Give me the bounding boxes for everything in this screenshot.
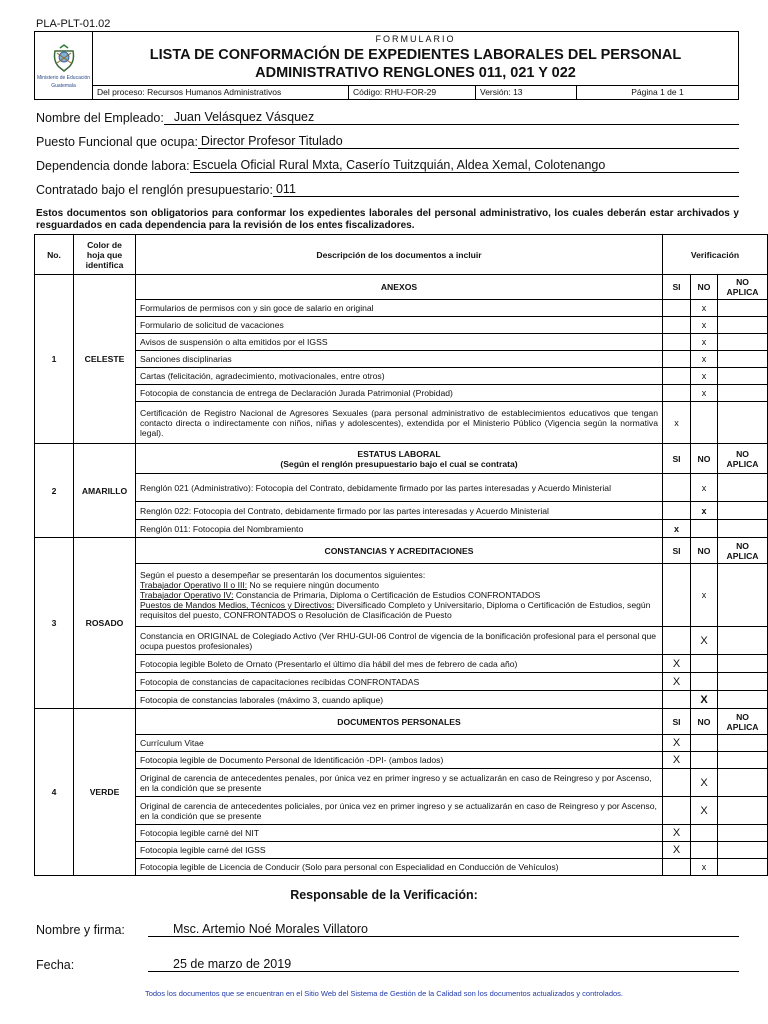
na-mark (718, 300, 768, 317)
section-number: 4 (35, 709, 74, 876)
no-header: NO (691, 444, 718, 474)
requirement-text: No se requiere ningún documento (247, 580, 380, 590)
no-mark (691, 655, 718, 673)
no-mark: X (691, 769, 718, 797)
section-header-row (35, 709, 768, 735)
si-mark: x (663, 402, 691, 444)
table-row (35, 334, 768, 351)
signature-value: Msc. Artemio Noé Morales Villatoro (148, 922, 739, 937)
document-description: Fotocopia legible de Licencia de Conducir (Solo para personal con Especialidad en Conducción de Vehículos) (136, 859, 663, 876)
form-label: FORMULARIO (375, 34, 456, 44)
document-description: Fotocopia de constancias de capacitaciones recibidas CONFRONTADAS (136, 673, 663, 691)
no-mark (691, 520, 718, 538)
table-row (35, 797, 768, 825)
col-verification: Verificación (663, 235, 768, 275)
no-mark (691, 735, 718, 752)
na-mark (718, 769, 768, 797)
na-mark (718, 825, 768, 842)
document-description: Avisos de suspensión o alta emitidos por el IGSS (136, 334, 663, 351)
si-mark (663, 627, 691, 655)
no-mark: x (691, 474, 718, 502)
no-header: NO (691, 709, 718, 735)
si-mark (663, 797, 691, 825)
dependency-label: Dependencia donde labora: (36, 159, 190, 173)
section-color: VERDE (74, 709, 136, 876)
requirements-intro: Según el puesto a desempeñar se presentarán los documentos siguientes: (140, 570, 426, 580)
employee-label: Nombre del Empleado: (36, 111, 164, 125)
na-mark (718, 474, 768, 502)
na-mark (718, 691, 768, 709)
document-description: Fotocopia de constancia de entrega de Declaración Jurada Patrimonial (Probidad) (136, 385, 663, 402)
section-subtitle: (Según el renglón presupuestario bajo el cual se contrata) (280, 458, 518, 469)
position-field (36, 134, 739, 149)
section-title (136, 444, 663, 474)
table-row (35, 769, 768, 797)
requirement-text: Constancia de Primaria, Diploma o Certificación de Estudios CONFRONTADOS (233, 590, 541, 600)
document-description: Fotocopia legible Boleto de Ornato (Presentarlo el último día hábil del mes de febrero de cada año) (136, 655, 663, 673)
document-description: Fotocopia legible de Documento Personal de Identificación -DPI- (ambos lados) (136, 752, 663, 769)
table-row (35, 402, 768, 444)
section-title: CONSTANCIAS Y ACREDITACIONES (136, 538, 663, 564)
no-mark (691, 402, 718, 444)
na-mark (718, 564, 768, 627)
footer-note: Todos los documentos que se encuentran en el Sitio Web del Sistema de Gestión de la Calidad son los documentos actualizados y controlados. (144, 989, 624, 998)
version-info: Versión: 13 (476, 86, 577, 99)
responsible-title: Responsable de la Verificación: (290, 888, 478, 902)
na-header: NO APLICA (718, 538, 768, 564)
si-header: SI (663, 275, 691, 300)
table-row (35, 627, 768, 655)
requirement-role: Trabajador Operativo II o III: (140, 580, 248, 590)
si-mark: X (663, 655, 691, 673)
header-info-bar (93, 85, 738, 99)
section-color: ROSADO (74, 538, 136, 709)
document-description: Cartas (felicitación, agradecimiento, motivacionales, entre otros) (136, 368, 663, 385)
coat-of-arms-icon (51, 43, 77, 73)
document-description: Renglón 022: Fotocopia del Contrato, debidamente firmado por las partes interesadas y Acuerdo Ministerial (136, 502, 663, 520)
si-header: SI (663, 538, 691, 564)
section-header-row (35, 444, 768, 474)
no-mark: x (691, 502, 718, 520)
requirement-line (140, 580, 658, 590)
col-color: Color de hoja que identifica (74, 235, 136, 275)
si-header: SI (663, 709, 691, 735)
document-description: Renglón 021 (Administrativo): Fotocopia del Contrato, debidamente firmado por las partes interesadas y Acuerdo Ministerial (136, 474, 663, 502)
requirement-line (140, 600, 658, 620)
document-description: Constancia en ORIGINAL de Colegiado Activo (Ver RHU-GUI-06 Control de vigencia de la bonificación profesional para el personal que ocupa puestos profesionales) (136, 627, 663, 655)
si-mark (663, 859, 691, 876)
na-mark (718, 752, 768, 769)
table-row (35, 842, 768, 859)
table-row (35, 502, 768, 520)
section-header-row (35, 538, 768, 564)
form-title (93, 46, 738, 82)
no-header: NO (691, 275, 718, 300)
section-number: 1 (35, 275, 74, 444)
table-row (35, 673, 768, 691)
si-mark (663, 502, 691, 520)
document-description: Currículum Vitae (136, 735, 663, 752)
na-mark (718, 859, 768, 876)
documents-table (34, 234, 768, 876)
section-number: 2 (35, 444, 74, 538)
document-description: Sanciones disciplinarias (136, 351, 663, 368)
table-row (35, 735, 768, 752)
budget-field (36, 182, 739, 197)
table-row (35, 520, 768, 538)
na-mark (718, 334, 768, 351)
document-description (136, 564, 663, 627)
no-mark: x (691, 317, 718, 334)
position-label: Puesto Funcional que ocupa: (36, 135, 198, 149)
si-mark: X (663, 752, 691, 769)
date-value: 25 de marzo de 2019 (148, 957, 739, 972)
na-mark (718, 402, 768, 444)
si-header: SI (663, 444, 691, 474)
document-description: Certificación de Registro Nacional de Agresores Sexuales (para personal administrativo de establecimientos educativos que tengan contacto directa o indirectamente con niños, niñas y adolescentes), extendida por el Ministerio Público (Vigencia según la normativa legal). (136, 402, 663, 444)
table-row (35, 564, 768, 627)
section-number: 3 (35, 538, 74, 709)
logo-text: Ministerio de Educación (36, 74, 91, 81)
no-mark: x (691, 385, 718, 402)
na-mark (718, 317, 768, 334)
form-header (34, 31, 739, 100)
section-title: DOCUMENTOS PERSONALES (136, 709, 663, 735)
na-mark (718, 368, 768, 385)
no-mark: X (691, 627, 718, 655)
si-mark (663, 769, 691, 797)
budget-label: Contratado bajo el renglón presupuestario: (36, 183, 273, 197)
si-mark (663, 474, 691, 502)
no-mark: x (691, 351, 718, 368)
na-mark (718, 627, 768, 655)
budget-value: 011 (273, 182, 739, 197)
si-mark: X (663, 825, 691, 842)
na-header: NO APLICA (718, 444, 768, 474)
document-description: Original de carencia de antecedentes policiales, por única vez en primer ingreso y se actualizarán en caso de Reingreso y por Ascenso, en la condición que se presente (136, 797, 663, 825)
position-value: Director Profesor Titulado (198, 134, 739, 149)
no-header: NO (691, 538, 718, 564)
document-description: Formularios de permisos con y sin goce de salario en original (136, 300, 663, 317)
section-color: AMARILLO (74, 444, 136, 538)
section-header-row (35, 275, 768, 300)
dependency-value: Escuela Oficial Rural Mxta, Caserío Tuitzquián, Aldea Xemal, Colotenango (190, 158, 739, 173)
table-row (35, 351, 768, 368)
section-color: CELESTE (74, 275, 136, 444)
requirement-text: Diversificado Completo y Universitario, Diploma o Certificación de Estudios, según requisitos del puesto, CONFRONTADOS o Resolución de Clasificación de Puesto (140, 600, 651, 620)
document-code: PLA-PLT-01.02 (36, 18, 111, 30)
document-description: Fotocopia legible carné del IGSS (136, 842, 663, 859)
no-mark (691, 752, 718, 769)
na-mark (718, 351, 768, 368)
si-mark (663, 334, 691, 351)
si-mark (663, 351, 691, 368)
si-mark: X (663, 673, 691, 691)
instructions-note: Estos documentos son obligatorios para conformar los expedientes laborales del personal administrativo, los cuales deberán estar archivados y resguardados en cada dependencia para la revisión de los entes fiscalizadores. (36, 208, 739, 231)
na-mark (718, 520, 768, 538)
table-row (35, 691, 768, 709)
document-description: Formulario de solicitud de vacaciones (136, 317, 663, 334)
table-row (35, 385, 768, 402)
no-mark: x (691, 368, 718, 385)
no-mark: X (691, 797, 718, 825)
document-description: Fotocopia legible carné del NIT (136, 825, 663, 842)
na-mark (718, 673, 768, 691)
logo-subtext: Guatemala (51, 82, 76, 89)
process-info: Del proceso: Recursos Humanos Administrativos (93, 86, 349, 99)
si-mark (663, 317, 691, 334)
table-row (35, 317, 768, 334)
si-mark: x (663, 520, 691, 538)
na-mark (718, 655, 768, 673)
na-mark (718, 735, 768, 752)
si-mark (663, 368, 691, 385)
na-mark (718, 502, 768, 520)
date-label: Fecha: (36, 958, 75, 972)
na-mark (718, 797, 768, 825)
si-mark: X (663, 842, 691, 859)
employee-value: Juan Velásquez Vásquez (164, 110, 739, 125)
na-mark (718, 842, 768, 859)
section-title-text: ESTATUS LABORAL (357, 448, 441, 459)
ministry-logo (35, 32, 93, 99)
dependency-field (36, 158, 739, 173)
signature-field (36, 922, 739, 937)
no-mark: x (691, 300, 718, 317)
form-title-line2: ADMINISTRATIVO RENGLONES 011, 021 Y 022 (255, 65, 576, 81)
requirement-role: Puestos de Mandos Medios, Técnicos y Directivos: (140, 600, 335, 610)
si-mark (663, 300, 691, 317)
na-header: NO APLICA (718, 709, 768, 735)
na-header: NO APLICA (718, 275, 768, 300)
signature-label: Nombre y firma: (36, 923, 125, 937)
date-field (36, 957, 739, 972)
code-info: Código: RHU-FOR-29 (349, 86, 476, 99)
requirement-line (140, 590, 658, 600)
si-mark (663, 564, 691, 627)
table-row (35, 368, 768, 385)
si-mark (663, 385, 691, 402)
si-mark (663, 691, 691, 709)
no-mark (691, 842, 718, 859)
no-mark: x (691, 564, 718, 627)
table-row (35, 474, 768, 502)
no-mark: X (691, 691, 718, 709)
col-no: No. (35, 235, 74, 275)
no-mark: x (691, 859, 718, 876)
section-title: ANEXOS (136, 275, 663, 300)
table-row (35, 655, 768, 673)
no-mark: x (691, 334, 718, 351)
page-info: Página 1 de 1 (631, 87, 684, 97)
table-row (35, 825, 768, 842)
requirement-role: Trabajador Operativo IV: (140, 590, 234, 600)
si-mark: X (663, 735, 691, 752)
no-mark (691, 825, 718, 842)
document-description: Original de carencia de antecedentes penales, por única vez en primer ingreso y se actualizarán en caso de Reingreso y por Ascenso, en la condición que se presente (136, 769, 663, 797)
document-description: Fotocopia de constancias laborales (máximo 3, cuando aplique) (136, 691, 663, 709)
na-mark (718, 385, 768, 402)
employee-field (36, 110, 739, 125)
document-description: Renglón 011: Fotocopia del Nombramiento (136, 520, 663, 538)
form-title-line1: LISTA DE CONFORMACIÓN DE EXPEDIENTES LABORALES DEL PERSONAL (149, 47, 682, 63)
table-row (35, 752, 768, 769)
col-description: Descripción de los documentos a incluir (136, 235, 663, 275)
no-mark (691, 673, 718, 691)
table-row (35, 859, 768, 876)
table-header-row (35, 235, 768, 275)
table-row (35, 300, 768, 317)
